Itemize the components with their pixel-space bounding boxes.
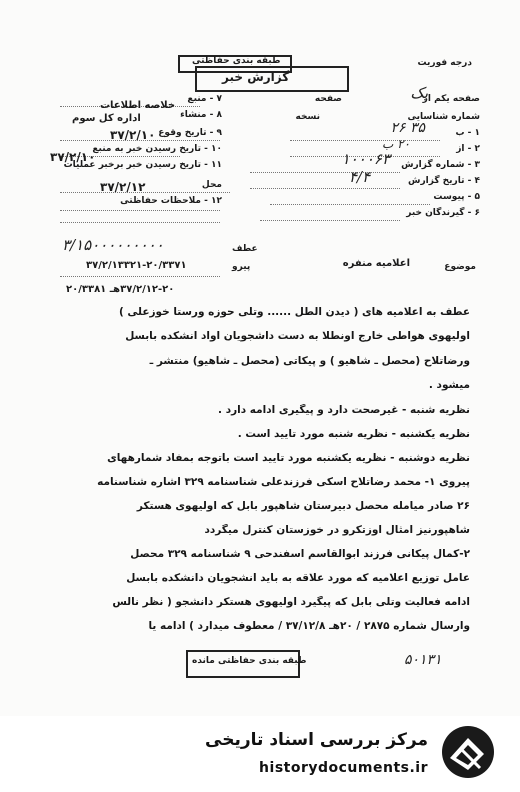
atf-label: عطف — [232, 244, 258, 254]
page-field-label: صفحه یکم از — [422, 94, 480, 104]
report-title: گزارش خبر — [222, 70, 290, 84]
body-line: نظریه دوشنبه - نظریه یکشنبه مورد تایید است باتوجه بمفاد شمارههای — [107, 452, 470, 464]
field-value: ۳۷/۲/۱۲ — [100, 180, 146, 194]
body-line: ۲-کمال پیکانی فرزند ابوالقاسم اسفندحی ۹ شناسنامه ۳۲۹ محصل — [130, 548, 470, 560]
field-line — [60, 192, 230, 193]
body-line: عطف به اعلامیه های ( دیدن الطل ...... وتلی حوزه ورستا خوزعلی ) — [118, 306, 470, 318]
reference-line — [60, 276, 220, 277]
body-line: میشود . — [428, 379, 470, 391]
field-value: ۳۷/۲/۱۰ — [110, 128, 156, 142]
field-label: ۳ - شماره گزارش — [401, 160, 480, 170]
footer-watermark — [0, 716, 520, 792]
body-line: ۲۶ صادر میامله محصل دبیرستان شاهپور بابل که اولیهوی هستکر — [136, 500, 470, 512]
top-classification-text: طبقه بندی حفاظتی — [192, 56, 281, 66]
field-value: ۳۵ ۲۶ — [390, 120, 425, 136]
field-line — [250, 172, 400, 173]
footer-org-name: مرکز بررسی اسناد تاریخی — [205, 730, 428, 750]
field-label: ۱۲ - ملاحظات حفاظتی — [120, 196, 222, 206]
field-label: ۶ - گیرندگان خبر — [406, 208, 480, 218]
body-line: ادامه فعالیت وتلی بابل که پیگیرد اولیهوی هستکر دانشجو ( نظر نالس — [112, 596, 470, 608]
page-field-label-2: صفحه — [314, 94, 342, 104]
number-copy-label: شماره شناسایی — [407, 112, 480, 122]
stamp-line-2: اداره کل سوم — [72, 113, 141, 124]
security-label: درجه فوریت — [417, 58, 472, 68]
body-line: وارسال شماره ۲۸۷۵ / ۲۰هـ ۳۷/۱۲/۸ / معطوف میدارد ) ادامه یا — [148, 620, 470, 632]
field-line — [60, 210, 220, 211]
body-line: نظریه یکشنبه - نظریه شنبه مورد تایید است . — [237, 428, 470, 440]
field-label: ۱ - ب — [455, 128, 480, 138]
body-line: نظریه شنبه - غیرصحت دارد و پیگیری ادامه دارد . — [218, 404, 470, 416]
field-label: ۱۰ - تاریخ رسیدن خبر به منبع — [92, 144, 222, 154]
field-label: ۷ - منبع — [187, 94, 222, 104]
stamp-line-1: خلاصه اطلاعات — [100, 100, 176, 111]
peyro-label: پیرو — [232, 262, 251, 272]
handwritten-reference: ۳/۱۵۰۰۰۰۰۰۰۰۰ — [62, 236, 164, 254]
archive-logo-icon — [440, 724, 496, 780]
bottom-stamp-text: طبقه بندی حفاظتی مانده — [192, 656, 307, 666]
page-code: ۵۰۱۳۱ — [404, 652, 442, 668]
reference-number-2: ۳۷/۲/۱۲-۲۰هـ ۲۰/۳۳۸۱ — [66, 284, 175, 295]
field-label: ۵ - پیوست — [433, 192, 480, 202]
copy-label: نسخه — [295, 112, 320, 122]
body-line: ورضاتلاح (محصل ـ شاهیو ) و پیکاتی (محصل ـ شاهیو) منتشر ـ — [149, 355, 470, 367]
subject-label: موضوع — [444, 262, 476, 272]
page-number-handwritten: یک — [410, 84, 428, 102]
field-label: ۹ - تاریخ وقوع — [158, 128, 222, 138]
field-line — [260, 220, 400, 221]
body-line: عامل توزیع اعلامیه که مورد علاقه به باید انشجویان دانشکده بابسل — [126, 572, 470, 584]
footer-url[interactable]: historydocuments.ir — [259, 760, 428, 776]
field-value: ۳۷/۲/۱۰ — [50, 150, 96, 164]
field-line — [290, 140, 440, 141]
field-value: ۴/۴ — [348, 168, 370, 186]
reference-number-1: ۳۷/۲/۱۳۳۲۱-۲۰/۳۳۷۱ — [86, 260, 187, 271]
body-line: شاهپورنیز امثال اوزتکرو در خوزستان کنترل میگردد — [204, 524, 470, 536]
field-line — [270, 204, 430, 205]
subject-value: اعلامیه منفره — [342, 258, 410, 269]
field-label: ۱۱ - تاریخ رسیدن خبر برخبر عملیات — [63, 160, 222, 170]
field-value: ۱۰۰۰۶۳ — [341, 150, 390, 168]
field-label: ۲ - از — [456, 144, 480, 154]
field-line — [60, 140, 220, 141]
field-line — [250, 188, 400, 189]
field-label: ۸ - منشاء — [180, 110, 222, 120]
field-line — [60, 222, 220, 223]
field-label: ۴ - تاریخ گزارش — [408, 176, 480, 186]
field-value: ۲۰ ب — [381, 137, 410, 151]
body-line: پیروی ۱- محمد رضاتلاح اسکی فرزندعلی شناسنامه ۳۲۹ اشاره شناسنامه — [97, 476, 470, 488]
field-label: محل — [201, 180, 222, 190]
body-line: اولیهوی هواطی خارج اونطلا به دست داشجویان اواد انشکده بابسل — [125, 330, 470, 342]
